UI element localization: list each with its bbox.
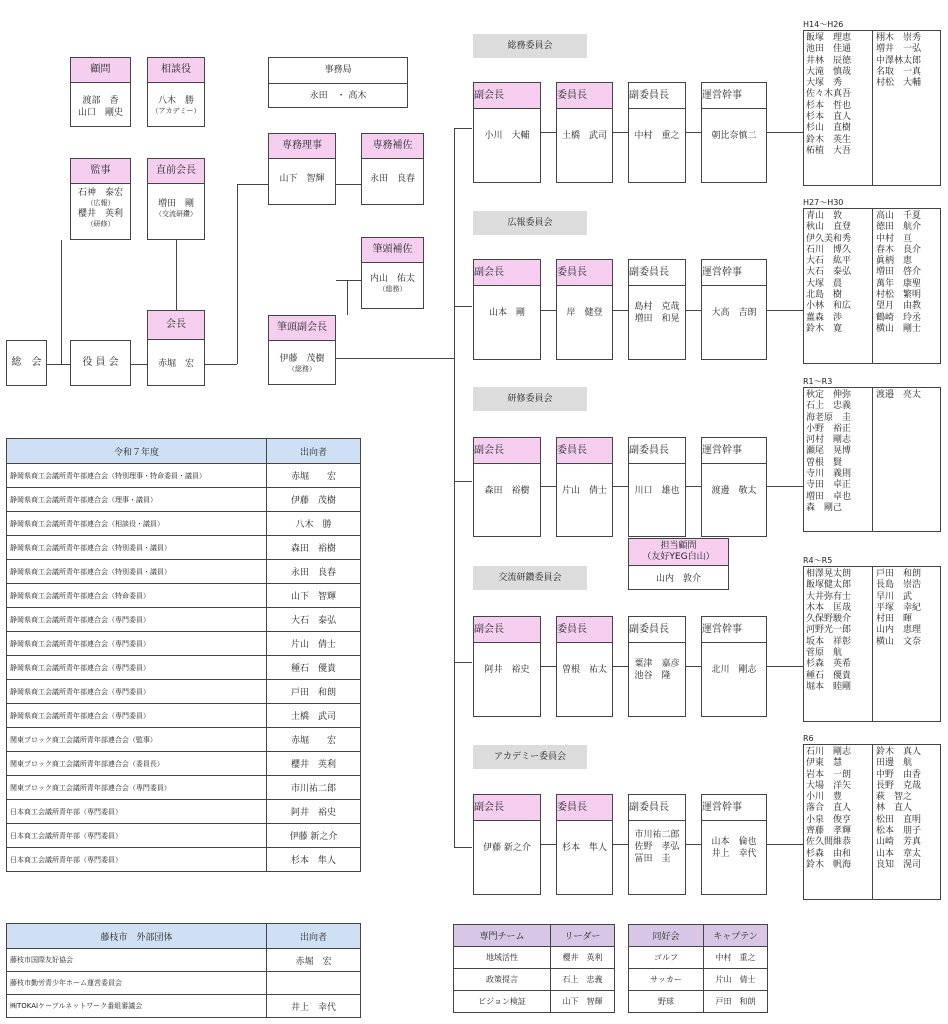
clubs-cell: 中村 重之 [704, 947, 768, 969]
committee-title: 研修委員会 [473, 387, 587, 411]
dispatch-person: 伊藤 茂樹 [267, 488, 361, 512]
clubs-cell: 片山 倩士 [704, 969, 768, 991]
consultant-note: （アカデミー） [151, 107, 201, 115]
committee-chair: 片山 倩士 [561, 486, 607, 496]
committee-mgr: 山本 倫也 井上 幸代 [711, 837, 757, 859]
committee-chair: 曽根 祐太 [561, 665, 607, 675]
dispatch-org: 静岡県商工会議所青年部連合会（専門委員） [7, 632, 267, 656]
liaison-title [629, 539, 728, 566]
member-list-col2: 渡邉 亮太 [876, 390, 922, 400]
dispatch-org: 静岡県商工会議所青年部連合会（専門委員） [7, 608, 267, 632]
external-org: 藤枝市勤労青少年ホーム運営委員会 [7, 972, 267, 995]
teams-cell: 櫻井 英利 [551, 947, 615, 969]
mgr-label: 運営幹事 [702, 83, 766, 109]
member-list-col1: 青山 敦 秋山 直登 伊久美和秀 石川 博久 大石 紘平 大石 泰弘 大塚 晨 北島 樹 小林 和広 薑森 渉 鈴木 寛 [806, 211, 852, 334]
senior-vc-title: 筆頭副会長 [269, 316, 335, 341]
member-group [803, 30, 941, 186]
member-group [803, 387, 941, 532]
dispatch-h1: 令和７年度 [7, 439, 267, 464]
prev-chair-title: 直前会長 [148, 159, 204, 184]
chair-label: 委員長 [557, 83, 612, 109]
exec-director-name: 山下 智輝 [279, 174, 325, 184]
member-group-label: R4～R5 [803, 556, 833, 565]
external-h1: 藤枝市 外部団体 [7, 924, 267, 949]
dispatch-org: 関東ブロック商工会議所青年部連合会（専門委員） [7, 776, 267, 800]
committee-mgr: 北川 剛志 [711, 665, 757, 675]
dispatch-person: 八木 勝 [267, 512, 361, 536]
teams-h1: 専門チーム [454, 925, 551, 947]
member-list-col2: 鈴木 真人 田邊 航 中野 由香 長野 克哉 萩 智之 林 直人 松田 直明 松本 朋子 山崎 芳真 山本 章太 良知 滉司 [876, 747, 922, 870]
committee-title: 総務委員会 [473, 34, 587, 58]
vc-label: 副会長 [474, 795, 540, 821]
committee-vchair: 川口 雄也 [634, 486, 680, 496]
vchair-label: 副委員長 [629, 260, 685, 286]
general-assembly-box [6, 340, 47, 386]
mgr-label: 運営幹事 [702, 795, 766, 821]
chair-label: 委員長 [557, 438, 612, 464]
committee-title: 交流研鑽委員会 [473, 566, 587, 590]
dispatch-person: 片山 倩士 [267, 632, 361, 656]
auditor-box [70, 158, 131, 240]
dispatch-person: 森田 裕樹 [267, 536, 361, 560]
committee-vc: 山本 剛 [488, 308, 525, 318]
dispatch-person: 市川祐二郎 [267, 776, 361, 800]
dispatch-org: 静岡県商工会議所青年部連合会（特別委員・議員） [7, 536, 267, 560]
dispatch-org: 静岡県商工会議所青年部連合会（専門委員） [7, 656, 267, 680]
dispatch-person: 土橋 武司 [267, 704, 361, 728]
committee-chair: 岸 健登 [566, 308, 603, 318]
exec-assist-title: 専務補佐 [362, 134, 423, 159]
dispatch-org: 静岡県商工会議所青年部連合会（専門委員） [7, 680, 267, 704]
dispatch-person: 山下 智輝 [267, 584, 361, 608]
prev-chair-box [147, 158, 205, 240]
senior-vc-note: （総務） [288, 365, 316, 373]
member-group-label: R1～R3 [803, 377, 833, 386]
external-org: ㈱TOKAIケーブルネットワーク番組審議会 [7, 995, 267, 1018]
dispatch-org: 関東ブロック商工会議所青年部連合会（委員長） [7, 752, 267, 776]
teams-h2: リーダー [551, 925, 615, 947]
vchair-label: 副委員長 [629, 83, 685, 109]
chair-label: 委員長 [557, 795, 612, 821]
clubs-h1: 同好会 [629, 925, 704, 947]
dispatch-person: 大石 泰弘 [267, 608, 361, 632]
committee-chair: 杉本 隼人 [561, 843, 607, 853]
vchair-label: 副委員長 [629, 617, 685, 643]
vchair-label: 副委員長 [629, 438, 685, 464]
vchair-label: 副委員長 [629, 795, 685, 821]
teams-cell: 山下 智輝 [551, 991, 615, 1013]
liaison-box [628, 538, 729, 590]
teams-cell: 石上 忠義 [551, 969, 615, 991]
committee-chair: 土橋 武司 [561, 131, 607, 141]
clubs-h2: キャプテン [704, 925, 768, 947]
teams-cell: ビジョン検証 [454, 991, 551, 1013]
committee-vchair: 粟津 嘉彦 池谷 隆 [634, 659, 680, 681]
advisors-names: 渡部 香 山口 剛史 [77, 96, 123, 118]
member-list-col1: 飯塚 理恵 池田 佳通 井林 辰徳 大滝 慎哉 大塚 秀 佐々木真吾 杉本 哲也 杉本 直人 杉山 直樹 鈴木 英生 柘植 大吾 [806, 33, 852, 156]
dispatch-org: 静岡県商工会議所青年部連合会（特別理事・特命委員・議員） [7, 464, 267, 488]
auditor-l2: （広報） [86, 199, 115, 207]
committee-vc: 小川 大輔 [484, 131, 530, 141]
liaison-name: 山内 敦介 [655, 574, 701, 584]
external-org: 藤枝市国際友好協会 [7, 949, 267, 972]
chair-box [147, 310, 205, 386]
dispatch-org: 静岡県商工会議所青年部連合会（専門委員） [7, 704, 267, 728]
external-person: 赤堀 宏 [267, 949, 361, 972]
member-group [803, 566, 941, 722]
senior-vc-name: 伊藤 茂樹 [279, 354, 325, 364]
dispatch-person: 戸田 和朗 [267, 680, 361, 704]
dispatch-table [6, 438, 361, 872]
vc-label: 副会長 [474, 260, 540, 286]
clubs-cell: サッカー [629, 969, 704, 991]
committee-vc: 阿井 裕史 [484, 665, 530, 675]
member-list-col2: 戸田 和朗 長島 崇浩 早川 武 平塚 幸紀 村田 暉 山内 恵理 横山 文奈 [876, 569, 922, 647]
member-list-col1: 相澤晃太朗 飯塚健太郎 大井弥有士 木本 匡哉 久保野駿介 河野光一郎 坂本 祥彰 菅原 航 杉森 英希 種石 優貴 堀本 睦剛 [806, 569, 852, 692]
committee-vchair: 市川祐二郎 佐野 孝弘 冨田 圭 [634, 830, 680, 864]
committee-title: 広報委員会 [473, 211, 587, 235]
member-list-col1: 秋定 伸弥 石上 忠義 海老原 圭 小野 裕正 河村 剛志 瀬尾 晃博 曽根 賢 寺川 義則 寺田 卓正 増田 卓也 森 剛己 [806, 390, 852, 513]
board-box [70, 340, 131, 386]
mgr-label: 運営幹事 [702, 617, 766, 643]
dispatch-person: 種石 優貴 [267, 656, 361, 680]
senior-assist-name: 内山 佑太 [369, 274, 415, 284]
clubs-cell: ゴルフ [629, 947, 704, 969]
auditor-title: 監事 [71, 159, 130, 184]
dispatch-org: 日本商工会議所青年部（専門委員） [7, 824, 267, 848]
senior-vc-box [268, 315, 336, 385]
committee-vc: 伊藤 新之介 [483, 843, 531, 853]
exec-director-box [268, 133, 336, 205]
exec-assist-box [361, 133, 424, 205]
dispatch-org: 関東ブロック商工会議所青年部連合会（監事） [7, 728, 267, 752]
dispatch-person: 櫻井 英利 [267, 752, 361, 776]
clubs-cell: 戸田 和朗 [704, 991, 768, 1013]
consultant-box [147, 57, 205, 127]
exec-director-title: 専務理事 [269, 134, 335, 159]
committee-mgr: 渡邊 敬太 [711, 486, 757, 496]
chair-label: 委員長 [557, 260, 612, 286]
chair-name: 赤堀 宏 [157, 359, 194, 369]
committee-mgr: 朝比奈慎二 [711, 131, 757, 141]
liaison-title-text: 担当顧問 [660, 541, 697, 551]
senior-assist-box [361, 237, 424, 309]
chair-label: 委員長 [557, 617, 612, 643]
mgr-label: 運営幹事 [702, 260, 766, 286]
member-list-col1: 石川 剛志 伊東 慧 岩本 一朗 大場 洋矢 小川 豊 落合 直人 小泉 俊亨 齊藤 孝輝 佐久間維恭 杉森 由和 鈴木 帆海 [806, 747, 852, 870]
office-title: 事務局 [269, 58, 407, 84]
committee-vchair: 中村 重之 [634, 131, 680, 141]
auditor-l1: 石神 泰宏 [77, 188, 123, 198]
committee-vchair: 島村 克哉 増田 和晃 [634, 302, 680, 324]
vc-label: 副会長 [474, 438, 540, 464]
member-list-col2: 高山 千夏 徳田 航介 中村 亘 春木 良介 眞柄 恵 増田 啓介 萬年 康聖 村松 繁明 望月 由教 鶴崎 玲丞 横山 剛士 [876, 211, 922, 334]
liaison-sub: （友好YEG白山） [642, 552, 715, 562]
office-box [268, 57, 408, 108]
member-list-col2: 栩木 崇秀 増井 一弘 中澤林太郎 名取 一真 村松 大輔 [876, 33, 922, 89]
teams-table [453, 924, 615, 1013]
dispatch-person: 永田 良春 [267, 560, 361, 584]
committee-vc: 森田 裕樹 [484, 486, 530, 496]
dispatch-org: 静岡県商工会議所青年部連合会（特命委員） [7, 584, 267, 608]
clubs-table [628, 924, 768, 1013]
teams-cell: 政策提言 [454, 969, 551, 991]
dispatch-person: 赤堀 宏 [267, 464, 361, 488]
auditor-l4: （研修） [86, 220, 115, 228]
dispatch-org: 日本商工会議所青年部（専門委員） [7, 848, 267, 872]
chair-title: 会長 [148, 311, 204, 340]
dispatch-org: 静岡県商工会議所青年部連合会（特別委員・議員） [7, 560, 267, 584]
dispatch-org: 日本商工会議所青年部（専門委員） [7, 800, 267, 824]
member-group-label: H14～H26 [803, 20, 844, 29]
senior-assist-note: （総務） [378, 285, 407, 293]
advisors-title: 顧問 [71, 58, 130, 83]
senior-assist-title: 筆頭補佐 [362, 238, 423, 263]
vc-label: 副会長 [474, 617, 540, 643]
member-group [803, 208, 941, 364]
external-h2: 出向者 [267, 924, 361, 949]
consultant-name: 八木 勝 [157, 96, 194, 106]
office-names: 永田 ・ 高木 [309, 91, 367, 101]
committee-mgr: 大高 吉朗 [711, 308, 757, 318]
dispatch-person: 阿井 裕史 [267, 800, 361, 824]
member-group [803, 744, 941, 900]
vc-label: 副会長 [474, 83, 540, 109]
dispatch-h2: 出向者 [267, 439, 361, 464]
external-person: 井上 幸代 [267, 995, 361, 1018]
teams-cell: 地域活性 [454, 947, 551, 969]
advisors-box [70, 57, 131, 127]
mgr-label: 運営幹事 [702, 438, 766, 464]
external-table [6, 923, 361, 1018]
prev-chair-note: （交流研鑽） [155, 210, 197, 218]
general-assembly-label: 総 会 [11, 357, 42, 368]
consultant-title: 相談役 [148, 58, 204, 83]
dispatch-org: 静岡県商工会議所青年部連合会（相談役・議員） [7, 512, 267, 536]
external-person [267, 972, 361, 995]
member-group-label: R6 [803, 734, 814, 743]
clubs-cell: 野球 [629, 991, 704, 1013]
dispatch-person: 赤堀 宏 [267, 728, 361, 752]
auditor-l3: 櫻井 英利 [77, 209, 123, 219]
committee-title: アカデミー委員会 [473, 745, 587, 769]
dispatch-person: 伊藤 新之介 [267, 824, 361, 848]
dispatch-person: 杉本 隼人 [267, 848, 361, 872]
prev-chair-name: 増田 剛 [157, 199, 194, 209]
board-label: 役 員 会 [82, 357, 119, 368]
exec-assist-name: 永田 良春 [369, 174, 415, 184]
member-group-label: H27～H30 [803, 198, 844, 207]
dispatch-org: 静岡県商工会議所青年部連合会（理事・議員） [7, 488, 267, 512]
